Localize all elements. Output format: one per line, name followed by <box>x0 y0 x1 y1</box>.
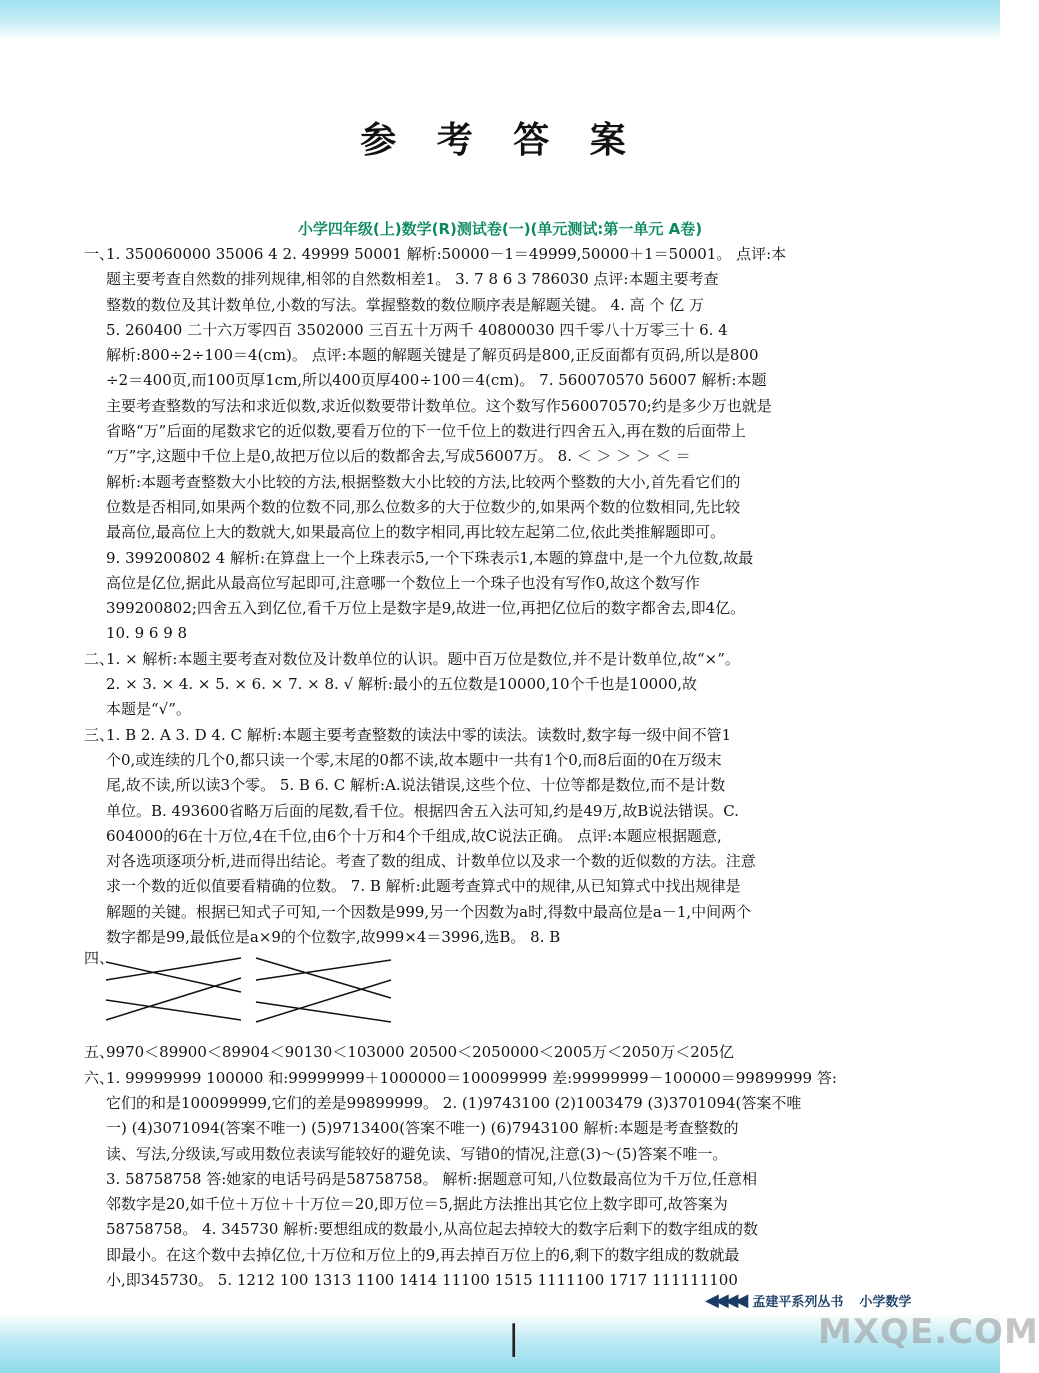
answer-line <box>84 697 914 722</box>
answer-text: 本题是“√”。 <box>106 700 191 719</box>
grade-label: 小学数学 <box>859 1294 912 1310</box>
answer-line <box>84 621 914 646</box>
answer-line <box>84 1116 914 1141</box>
answer-line <box>84 1142 914 1167</box>
answer-line <box>84 520 914 545</box>
answer-text: 最高位,最高位上大的数就大,如果最高位上的数字相同,再比较左起第二位,依此类推解题即可。 <box>106 523 726 542</box>
answer-text: 一) (4)3071094(答案不唯一) (5)9713400(答案不唯一) (6)7943100 解析:本题是考查整数的 <box>106 1119 739 1138</box>
answer-text: 尾,故不读,所以读3个零。 5. B 6. C 解析:A.说法错误,这些个位、十位等都是数位,而不是计数 <box>106 776 726 795</box>
answer-line <box>84 444 914 469</box>
answer-line <box>84 293 914 318</box>
answer-lines-part-2 <box>84 1040 914 1293</box>
section-number: 四、 <box>84 949 115 968</box>
answer-line <box>84 799 914 824</box>
match-line <box>106 1000 241 1020</box>
match-line <box>256 980 391 1022</box>
match-line <box>106 978 241 1020</box>
answer-line <box>84 824 914 849</box>
answer-text: 数字都是99,最低位是a×9的个位数字,故999×4＝3996,选B。 8. B <box>106 928 561 947</box>
answer-text: 个0,或连续的几个0,都只读一个零,末尾的0都不读,故本题中一共有1个0,而8后面的0在万级末 <box>106 750 722 769</box>
answer-line <box>84 900 914 925</box>
answer-text: 5. 260400 二十六万零四百 3502000 三百五十万两千 40800030 四千零八十万零三十 6. 4 <box>106 320 728 339</box>
answer-line <box>84 267 914 292</box>
answer-line <box>84 1091 914 1116</box>
answer-line <box>84 343 914 368</box>
answer-line <box>84 874 914 899</box>
top-decorative-band <box>0 0 1000 40</box>
answer-lines-part-1 <box>84 242 914 950</box>
answer-line <box>84 672 914 697</box>
answer-line <box>84 925 914 950</box>
answer-text: 主要考查整数的写法和求近似数,求近似数要带计数单位。这个数写作560070570;约是多少万也就是 <box>106 396 772 415</box>
answer-text: 1. 350060000 35006 4 2. 49999 50001 解析:50000－1＝49999,50000＋1＝50001。 点评:本 <box>106 245 787 263</box>
matching-section <box>84 950 914 1040</box>
answer-text: 读、写法,分级读,写或用数位表读写能较好的避免读、写错0的情况,注意(3)～(5)答案不唯一。 <box>106 1144 728 1163</box>
section-number: 六、 <box>84 1068 115 1087</box>
answer-text: 小,即345730。 5. 1212 100 1313 1100 1414 11100 1515 1111100 1717 111111100 <box>106 1270 738 1289</box>
answer-line <box>84 470 914 495</box>
match-line <box>256 958 391 998</box>
match-line <box>256 960 391 980</box>
answer-text: 1. B 2. A 3. D 4. C 解析:本题主要考查整数的读法中零的读法。读数时,数字每一级中间不管1 <box>106 725 732 744</box>
watermark-text: MXQE.COM <box>818 1312 1039 1352</box>
test-subtitle: 小学四年级(上)数学(R)测试卷(一)(单元测试:第一单元 A卷) <box>297 220 703 238</box>
answer-line <box>84 647 914 672</box>
answer-line <box>84 1066 914 1091</box>
section-number: 五、 <box>84 1043 115 1062</box>
answer-text: 它们的和是100099999,它们的差是99899999。 2. (1)9743100 (2)1003479 (3)3701094(答案不唯 <box>106 1093 802 1112</box>
answer-text: 高位是亿位,据此从最高位写起即可,注意哪一个数位上一个珠子也没有写作0,故这个数写作 <box>106 573 700 592</box>
answer-text: ÷2＝400页,而100页厚1cm,所以400页厚400÷100＝4(cm)。 7. 560070570 56007 解析:本题 <box>106 371 767 390</box>
answer-text: 1. × 解析:本题主要考查对数位及计数单位的认识。题中百万位是数位,并不是计数单位,故“×”。 <box>106 649 740 668</box>
match-line <box>256 1002 391 1022</box>
series-name: 孟建平系列丛书 <box>752 1294 844 1310</box>
answer-text: 整数的数位及其计数单位,小数的写法。掌握整数的数位顺序表是解题关键。 4. 高 个 亿 万 <box>106 295 704 314</box>
answer-text: 解析:800÷2÷100＝4(cm)。 点评:本题的解题关键是了解页码是800,正反面都有页码,所以是800 <box>106 346 759 365</box>
answer-line <box>84 242 914 267</box>
answer-text: 求一个数的近似值要看精确的位数。 7. B 解析:此题考查算式中的规律,从已知算式中找出规律是 <box>106 877 741 896</box>
answer-text: 58758758。 4. 345730 解析:要想组成的数最小,从高位起去掉较大的数字后剩下的数字组成的数 <box>106 1220 759 1239</box>
answer-text: 1. 99999999 100000 和:99999999＋1000000＝100099999 差:99999999－100000＝99899999 答: <box>106 1068 837 1087</box>
answer-line <box>84 571 914 596</box>
answer-line <box>84 1192 914 1217</box>
answer-line <box>84 748 914 773</box>
answer-text: 2. × 3. × 4. × 5. × 6. × 7. × 8. √ 解析:最小的五位数是10000,10个千也是10000,故 <box>106 675 698 694</box>
answer-line <box>84 394 914 419</box>
arrow-icon: ◀◀◀◀ <box>705 1289 745 1311</box>
answer-text: 邻数字是20,如千位＋万位＋十万位＝20,即万位＝5,据此方法推出其它位上数字即可,故答案为 <box>106 1195 728 1214</box>
answer-text: 位数是否相同,如果两个数的位数不同,那么位数多的大于位数少的,如果两个数的位数相同,先比较 <box>106 497 741 516</box>
answer-text: 9970＜89900＜89904＜90130＜103000 20500＜2050000＜2005万＜2050万＜205亿 <box>106 1043 734 1062</box>
page-mark: | <box>508 1318 520 1358</box>
answer-text: “万”字,这题中千位上是0,故把万位以后的数都舍去,写成56007万。 8. ＜ ＞ ＞ ＞ ＜ ＝ <box>106 447 691 466</box>
answer-line <box>84 419 914 444</box>
page-title: 参 考 答 案 <box>360 120 640 161</box>
answer-line <box>84 596 914 621</box>
answer-text: 解析:本题考查整数大小比较的方法,根据整数大小比较的方法,比较两个整数的大小,首先看它们的 <box>106 472 741 491</box>
matching-lines-diagram <box>106 950 406 1040</box>
answer-text: 解题的关键。根据已知式子可知,一个因数是999,另一个因数为a时,得数中最高位是a－1,中间两个 <box>106 902 752 921</box>
section-number: 一、 <box>84 245 115 263</box>
answer-text: 604000的6在十万位,4在千位,由6个十万和4个千组成,故C说法正确。 点评:本题应根据题意, <box>106 826 722 845</box>
answer-line <box>84 773 914 798</box>
answer-text: 3. 58758758 答:她家的电话号码是58758758。 解析:据题意可知,八位数最高位为千万位,任意相 <box>106 1169 757 1188</box>
section-number: 二、 <box>84 649 115 668</box>
answer-line <box>84 1167 914 1192</box>
answer-text: 单位。B. 493600省略万后面的尾数,看千位。根据四舍五入法可知,约是49万,故B说法错误。C. <box>106 801 739 820</box>
answer-text: 对各选项逐项分析,进而得出结论。考查了数的组成、计数单位以及求一个数的近似数的方法。注意 <box>106 852 756 871</box>
answer-line <box>84 849 914 874</box>
answer-text: 9. 399200802 4 解析:在算盘上一个上珠表示5,一个下珠表示1,本题的算盘中,是一个九位数,故最 <box>106 548 754 567</box>
section-number: 三、 <box>84 725 115 744</box>
answer-line <box>84 318 914 343</box>
answer-content <box>84 242 914 1293</box>
answer-line <box>84 495 914 520</box>
answer-line <box>84 1243 914 1268</box>
answer-text: 10. 9 6 9 8 <box>106 624 188 643</box>
answer-line <box>84 1040 914 1065</box>
answer-line <box>84 1217 914 1242</box>
answer-line <box>84 368 914 393</box>
answer-text: 399200802;四舍五入到亿位,看千万位上是数字是9,故进一位,再把亿位后的数字都舍去,即4亿。 <box>106 599 746 618</box>
answer-text: 省略“万”后面的尾数求它的近似数,要看万位的下一位千位上的数进行四舍五入,再在数的后面带上 <box>106 422 746 441</box>
answer-text: 题主要考查自然数的排列规律,相邻的自然数相差1。 3. 7 8 6 3 786030 点评:本题主要考查 <box>106 270 719 289</box>
answer-line <box>84 546 914 571</box>
footer-series-label <box>705 1288 911 1312</box>
answer-line <box>84 723 914 748</box>
answer-text: 即最小。在这个数中去掉亿位,十万位和万位上的9,再去掉百万位上的6,剩下的数字组成的数就最 <box>106 1245 740 1264</box>
